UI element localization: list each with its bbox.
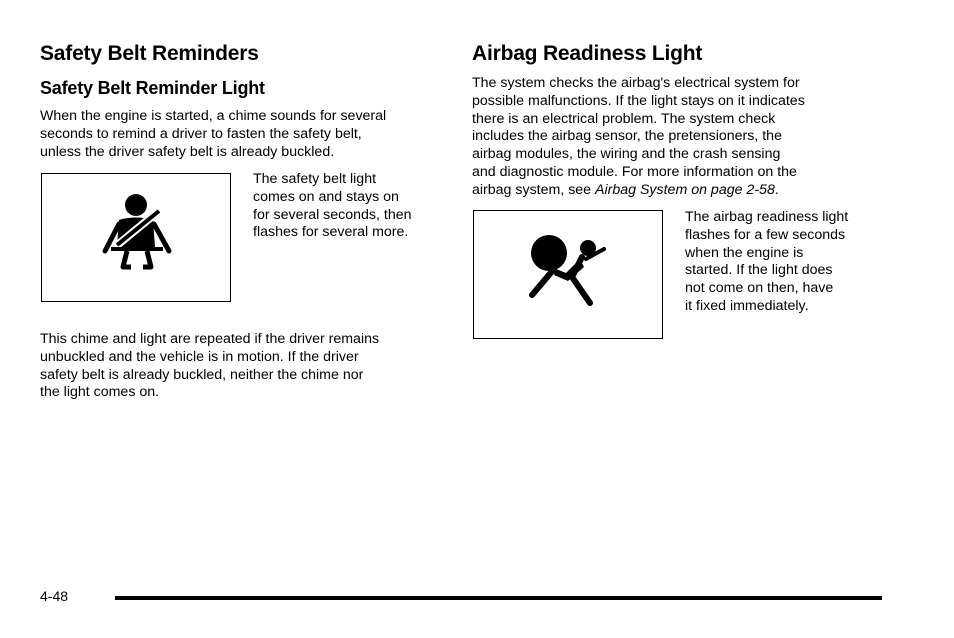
- airbag-intro-paragraph: [472, 75, 882, 200]
- safety-belt-closing-paragraph: This chime and light are repeated if the driver remains unbuckled and the vehicle is in motion. If the driver safety belt is already buckled, neither the chime nor the light comes on.: [40, 331, 380, 401]
- airbag-intro-text: The system checks the airbag's electrical system for possible malfunctions. If the light stays on it indicates there is an electrical problem. The system check includes the airbag sensor, the pretensioners, the airbag modules, the wiring and the crash sensing and diagnostic module. For more information on the airbag system, see: [472, 75, 805, 198]
- airbag-icon: [524, 229, 614, 309]
- safety-belt-figure: [41, 173, 231, 302]
- subheading-safety-belt-reminder-light: Safety Belt Reminder Light: [40, 78, 265, 98]
- safety-belt-figure-caption: The safety belt light comes on and stays on for several seconds, then flashes for several more.: [253, 171, 412, 241]
- section-heading-safety-belt-reminders: Safety Belt Reminders: [40, 42, 259, 65]
- airbag-figure-caption: The airbag readiness light flashes for a few seconds when the engine is started. If the light does not come on then, have it fixed immediately.: [685, 209, 849, 314]
- page-number: 4-48: [40, 588, 69, 604]
- section-heading-airbag-readiness-light: Airbag Readiness Light: [472, 42, 703, 65]
- footer-rule: [115, 596, 882, 600]
- airbag-system-reference: Airbag System on page 2-58: [595, 181, 775, 198]
- safety-belt-intro-paragraph: When the engine is started, a chime sounds for several seconds to remind a driver to fasten the safety belt, unless the driver safety belt is already buckled.: [40, 108, 387, 160]
- safety-belt-icon: [97, 189, 177, 274]
- airbag-figure: [473, 210, 663, 339]
- airbag-intro-end: .: [774, 181, 779, 198]
